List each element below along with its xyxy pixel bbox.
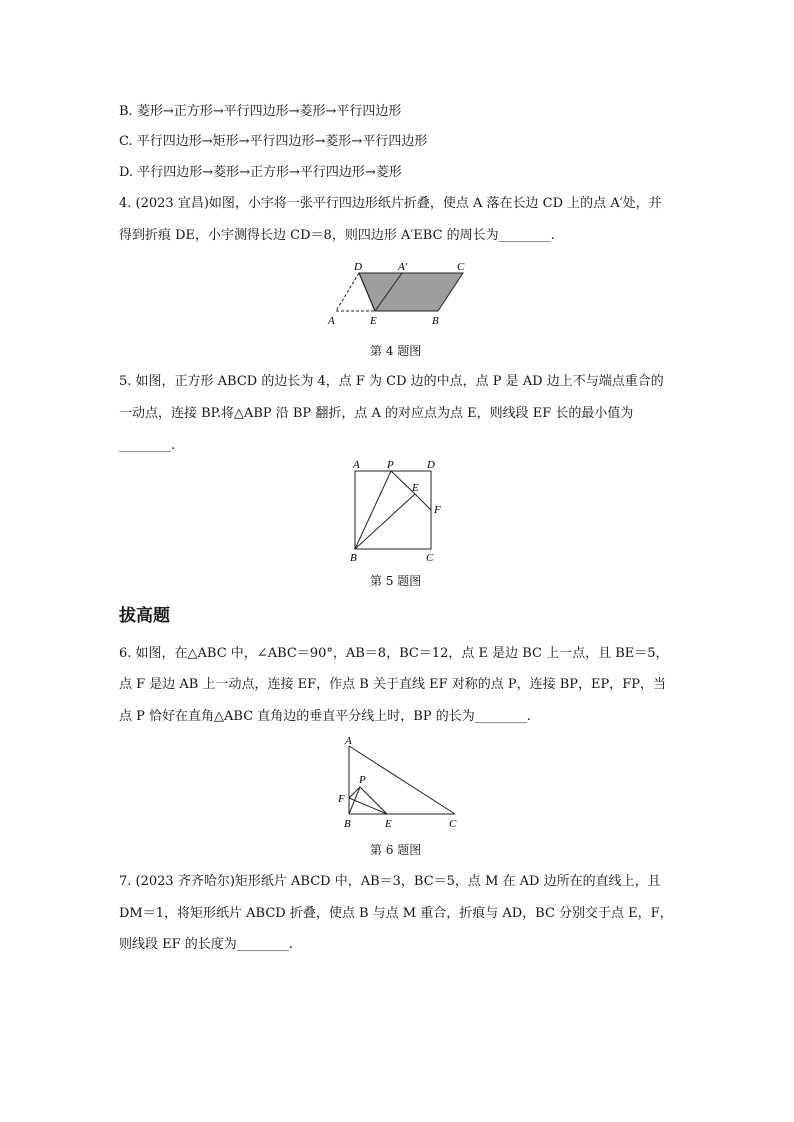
question-6-line-1: 6. 如图，在△ABC 中，∠ABC＝90°，AB＝8，BC＝12，点 E 是边 BC 上一点，且 BE＝5， — [119, 646, 669, 661]
label-b: B — [432, 315, 439, 327]
segment-fe — [349, 798, 387, 814]
label-d: D — [427, 459, 435, 471]
label-a: A — [328, 315, 335, 327]
label-c: C — [457, 261, 465, 273]
label-e: E — [412, 482, 419, 494]
dashed-ad — [336, 273, 359, 311]
label-a-prime: A′ — [398, 261, 408, 273]
question-5-line-3: ________. — [119, 438, 176, 453]
figure-5 — [345, 458, 455, 566]
segment-ef — [415, 494, 431, 510]
label-d: D — [354, 261, 362, 273]
shaded-parallelogram-region — [359, 273, 463, 311]
square-abcd — [355, 471, 431, 549]
label-e: E — [370, 315, 377, 327]
option-c: C. 平行四边形→矩形→平行四边形→菱形→平行四边形 — [119, 134, 428, 149]
question-5-line-1: 5. 如图，正方形 ABCD 的边长为 4，点 F 为 CD 边的中点，点 P 是 AD 边上不与端点重合的 — [119, 374, 664, 389]
question-7-line-2: DM＝1，将矩形纸片 ABCD 折叠，使点 B 与点 M 重合，折痕与 AD，BC 分别交于点 E，F， — [119, 906, 673, 921]
option-b: B. 菱形→正方形→平行四边形→菱形→平行四边形 — [119, 104, 402, 119]
segment-bp — [355, 471, 391, 549]
figure-5-caption: 第 5 题图 — [370, 574, 422, 588]
question-4-line-2: 得到折痕 DE，小宇测得长边 CD＝8，则四边形 A′EBC 的周长为________. — [119, 228, 555, 243]
segment-ep — [360, 787, 387, 814]
label-b: B — [350, 552, 357, 564]
label-c: C — [449, 818, 457, 830]
section-heading: 拔高题 — [119, 606, 170, 626]
figure-6 — [335, 733, 465, 833]
question-6-line-2: 点 F 是边 AB 上一动点，连接 EF，作点 B 关于直线 EF 对称的点 P，连接 BP，EP，FP，当 — [119, 677, 667, 692]
question-7-line-1: 7. (2023 齐齐哈尔)矩形纸片 ABCD 中，AB＝3，BC＝5，点 M 在 AD 边所在的直线上，且 — [119, 874, 661, 889]
question-5-line-2: 一动点，连接 BP.将△ABP 沿 BP 翻折，点 A 的对应点为点 E，则线段 EF 长的最小值为 — [119, 406, 634, 421]
label-a: A — [353, 459, 360, 471]
figure-6-caption: 第 6 题图 — [370, 843, 422, 857]
question-4-line-1: 4. (2023 宜昌)如图，小宇将一张平行四边形纸片折叠，使点 A 落在长边 CD 上的点 A′处，并 — [119, 196, 662, 211]
segment-be — [355, 494, 415, 549]
label-p: P — [387, 459, 394, 471]
label-a: A — [345, 735, 352, 747]
segment-fp — [349, 787, 360, 798]
label-f: F — [338, 793, 345, 805]
figure-4 — [320, 258, 480, 328]
question-7-line-3: 则线段 EF 的长度为________. — [119, 937, 293, 952]
label-c: C — [426, 552, 434, 564]
label-p: P — [359, 774, 366, 786]
question-6-line-3: 点 P 恰好在直角△ABC 直角边的垂直平分线上时，BP 的长为________. — [119, 709, 531, 724]
option-d: D. 平行四边形→菱形→正方形→平行四边形→菱形 — [119, 165, 402, 180]
label-b: B — [344, 818, 351, 830]
label-e: E — [385, 818, 392, 830]
figure-4-caption: 第 4 题图 — [370, 344, 422, 358]
label-f: F — [434, 504, 441, 516]
